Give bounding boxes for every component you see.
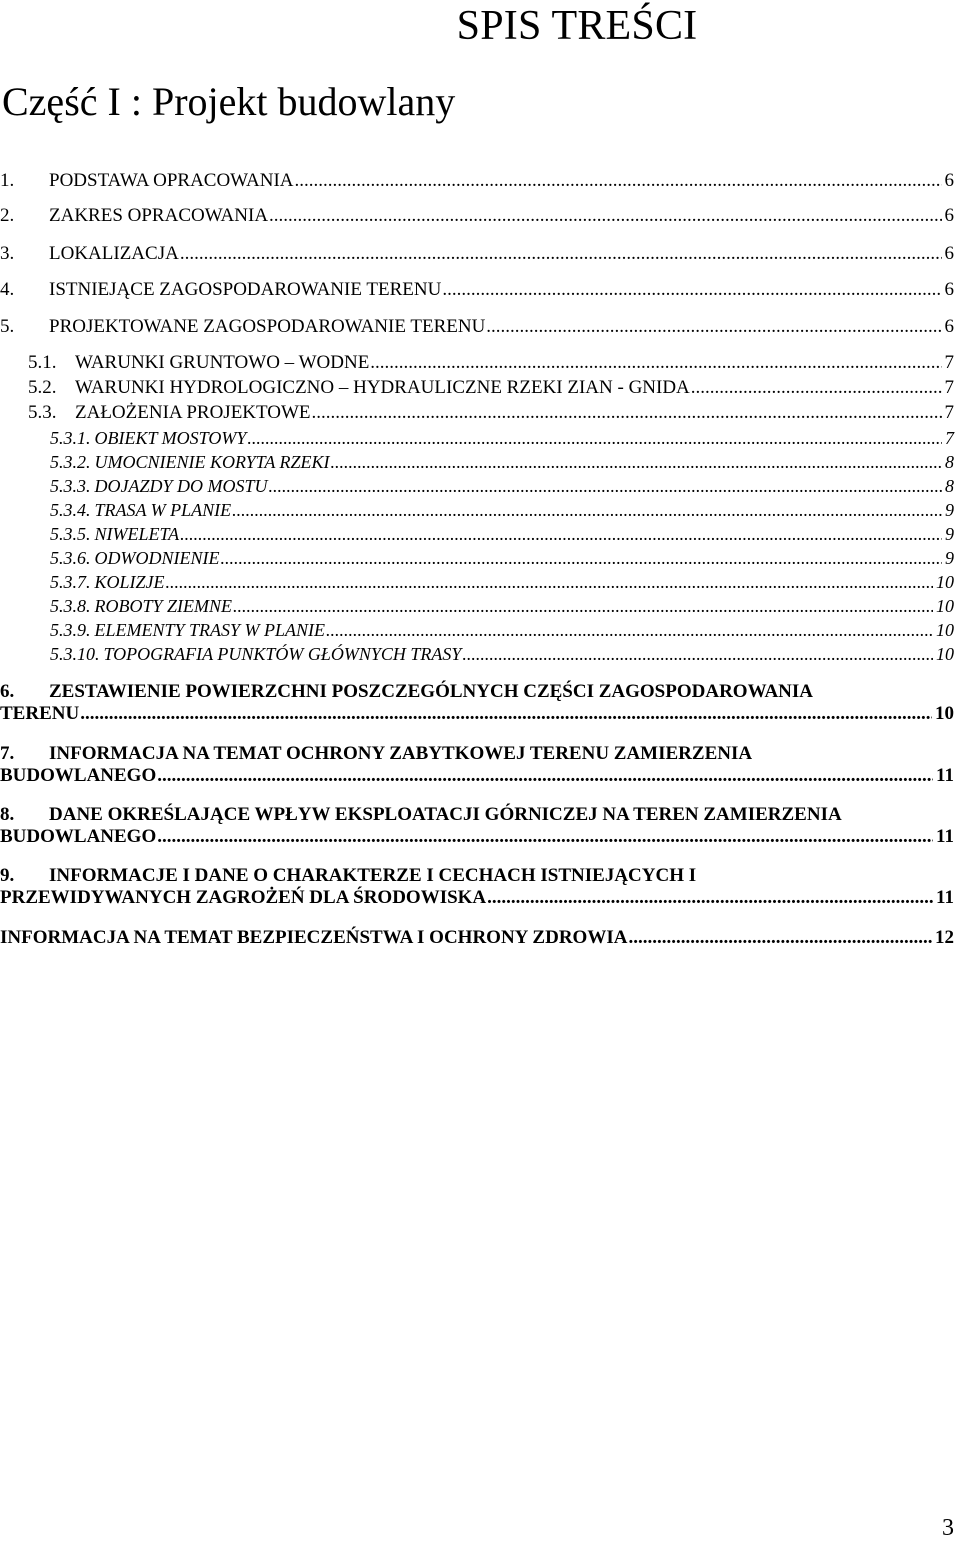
toc-entry-page: 8 — [945, 452, 954, 472]
leader-dots — [487, 887, 933, 909]
toc-entry-number: 5.1. — [28, 352, 57, 373]
toc-entry-number: 5.3.10. — [50, 644, 100, 664]
toc-entry-title-line1: INFORMACJE I DANE O CHARAKTERZE I CECHACH ISTNIEJĄCYCH I — [49, 865, 697, 886]
page-number: 3 — [942, 1515, 954, 1541]
toc-entry-number: 5.3.9. — [50, 620, 91, 640]
toc-entry-5-3-1[interactable] — [0, 427, 954, 449]
toc-entry-number: 5.3.8. — [50, 596, 91, 616]
leader-dots — [486, 316, 941, 338]
toc-entry-page: 7 — [944, 352, 954, 373]
leader-dots — [628, 927, 932, 949]
toc-entry-5-3-4[interactable] — [0, 499, 954, 521]
toc-entry-title-line2: PRZEWIDYWANYCH ZAGROŻEŃ DLA ŚRODOWISKA — [0, 887, 487, 908]
leader-dots — [233, 595, 933, 617]
toc-entry-page: 7 — [944, 402, 954, 423]
toc-entry-number: 5.3.1. — [50, 428, 91, 448]
toc-entry-page: 6 — [944, 205, 954, 226]
toc-entry-title: UMOCNIENIE KORYTA RZEKI — [94, 452, 330, 472]
leader-dots — [312, 402, 942, 424]
toc-entry-page: 6 — [944, 316, 954, 337]
toc-entry-title-line2: TERENU — [0, 703, 80, 724]
leader-dots — [180, 243, 942, 265]
leader-dots — [166, 571, 933, 593]
toc-entry-page: 10 — [935, 703, 954, 724]
leader-dots — [232, 499, 942, 521]
toc-entry-9[interactable] — [0, 865, 954, 909]
leader-dots — [247, 427, 942, 449]
toc-entry-title: WARUNKI GRUNTOWO – WODNE — [75, 352, 370, 373]
part-title: Część I : Projekt budowlany — [2, 79, 456, 124]
toc-entry-page: 6 — [944, 170, 954, 191]
toc-entry-number: 9. — [0, 865, 15, 886]
toc-entry-6[interactable] — [0, 681, 954, 725]
toc-entry-title-line1: DANE OKREŚLAJĄCE WPŁYW EKSPLOATACJI GÓRNICZEJ NA TEREN ZAMIERZENIA — [49, 804, 842, 825]
toc-entry-5[interactable] — [0, 316, 954, 338]
toc-entry-title: TRASA W PLANIE — [94, 500, 232, 520]
toc-entry-number: 5.3.6. — [50, 548, 91, 568]
toc-entry-page: 11 — [936, 887, 954, 908]
toc-entry-4[interactable] — [0, 279, 954, 301]
toc-entry-title: TOPOGRAFIA PUNKTÓW GŁÓWNYCH TRASY — [103, 644, 462, 664]
toc-entry-number: 5.2. — [28, 377, 57, 398]
toc-entry-number: 1. — [0, 170, 15, 191]
toc-entry-page: 11 — [936, 765, 954, 786]
toc-entry-5-3-9[interactable] — [0, 619, 954, 641]
toc-entry-title: DOJAZDY DO MOSTU — [94, 476, 268, 496]
leader-dots — [269, 475, 942, 497]
toc-entry-number: 5.3.5. — [50, 524, 91, 544]
toc-entry-number: 5.3.3. — [50, 476, 91, 496]
toc-entry-number: 7. — [0, 743, 15, 764]
toc-entry-page: 9 — [945, 524, 954, 544]
leader-dots — [180, 523, 942, 545]
leader-dots — [157, 765, 933, 787]
toc-entry-title: ZAŁOŻENIA PROJEKTOWE — [75, 402, 311, 423]
toc-entry-page: 10 — [936, 596, 954, 616]
leader-dots — [442, 279, 941, 301]
toc-entry-page: 8 — [945, 476, 954, 496]
toc-entry-title: ELEMENTY TRASY W PLANIE — [94, 620, 326, 640]
toc-entry-health-safety[interactable] — [0, 927, 954, 949]
toc-entry-page: 10 — [936, 572, 954, 592]
toc-entry-number: 2. — [0, 205, 15, 226]
toc-entry-number: 5. — [0, 316, 15, 337]
toc-entry-number: 4. — [0, 279, 15, 300]
leader-dots — [269, 205, 941, 227]
toc-entry-page: 6 — [944, 243, 954, 264]
leader-dots — [462, 643, 933, 665]
toc-entry-5-3-8[interactable] — [0, 595, 954, 617]
toc-entry-title: ZAKRES OPRACOWANIA — [49, 205, 269, 226]
leader-dots — [220, 547, 942, 569]
toc-entry-number: 5.3.2. — [50, 452, 91, 472]
toc-entry-number: 5.3. — [28, 402, 57, 423]
toc-entry-number: 5.3.4. — [50, 500, 91, 520]
toc-entry-title-line2: BUDOWLANEGO — [0, 765, 157, 786]
toc-entry-number: 6. — [0, 681, 15, 702]
toc-entry-5-3-10[interactable] — [0, 643, 954, 665]
toc-entry-title-line2: BUDOWLANEGO — [0, 826, 157, 847]
toc-entry-5-3[interactable] — [0, 402, 954, 424]
toc-entry-page: 7 — [944, 377, 954, 398]
toc-entry-5-3-5[interactable] — [0, 523, 954, 545]
toc-entry-5-3-2[interactable] — [0, 451, 954, 473]
toc-entry-title: PODSTAWA OPRACOWANIA — [49, 170, 294, 191]
toc-entry-page: 10 — [936, 644, 954, 664]
leader-dots — [331, 451, 942, 473]
toc-entry-8[interactable] — [0, 804, 954, 848]
toc-entry-page: 9 — [945, 500, 954, 520]
toc-entry-page: 9 — [945, 548, 954, 568]
toc-entry-number: 5.3.7. — [50, 572, 91, 592]
toc-entry-title: ISTNIEJĄCE ZAGOSPODAROWANIE TERENU — [49, 279, 442, 300]
toc-entry-number: 3. — [0, 243, 15, 264]
toc-entry-page: 6 — [944, 279, 954, 300]
toc-entry-5-3-7[interactable] — [0, 571, 954, 593]
toc-entry-3[interactable] — [0, 243, 954, 265]
toc-entry-page: 7 — [945, 428, 954, 448]
toc-entry-5-2[interactable] — [0, 377, 954, 399]
toc-entry-title: OBIEKT MOSTOWY — [94, 428, 247, 448]
toc-entry-page: 11 — [936, 826, 954, 847]
leader-dots — [326, 619, 933, 641]
toc-entry-title: WARUNKI HYDROLOGICZNO – HYDRAULICZNE RZEKI ZIAN - GNIDA — [75, 377, 690, 398]
toc-entry-title-line1: ZESTAWIENIE POWIERZCHNI POSZCZEGÓLNYCH CZĘŚCI ZAGOSPODAROWANIA — [49, 681, 814, 702]
toc-entry-title: ROBOTY ZIEMNE — [94, 596, 233, 616]
toc-entry-title: INFORMACJA NA TEMAT BEZPIECZEŃSTWA I OCHRONY ZDROWIA — [0, 927, 628, 948]
toc-entry-1[interactable] — [0, 170, 954, 192]
leader-dots — [370, 352, 941, 374]
toc-entry-5-1[interactable] — [0, 352, 954, 374]
toc-entry-title: ODWODNIENIE — [94, 548, 220, 568]
leader-dots — [80, 703, 932, 725]
toc-entry-page: 10 — [936, 620, 954, 640]
toc-entry-title: LOKALIZACJA — [49, 243, 179, 264]
toc-entry-2[interactable] — [0, 205, 954, 227]
toc-entry-5-3-6[interactable] — [0, 547, 954, 569]
toc-title: SPIS TREŚCI — [456, 3, 698, 49]
toc-entry-5-3-3[interactable] — [0, 475, 954, 497]
toc-entry-title: KOLIZJE — [94, 572, 165, 592]
leader-dots — [295, 170, 942, 192]
leader-dots — [157, 826, 933, 848]
toc-entry-page: 12 — [935, 927, 954, 948]
leader-dots — [691, 377, 942, 399]
toc-entry-number: 8. — [0, 804, 15, 825]
toc-entry-title-line1: INFORMACJA NA TEMAT OCHRONY ZABYTKOWEJ TERENU ZAMIERZENIA — [49, 743, 753, 764]
toc-entry-title: PROJEKTOWANE ZAGOSPODAROWANIE TERENU — [49, 316, 486, 337]
toc-entry-7[interactable] — [0, 743, 954, 787]
toc-entry-title: NIWELETA — [94, 524, 180, 544]
